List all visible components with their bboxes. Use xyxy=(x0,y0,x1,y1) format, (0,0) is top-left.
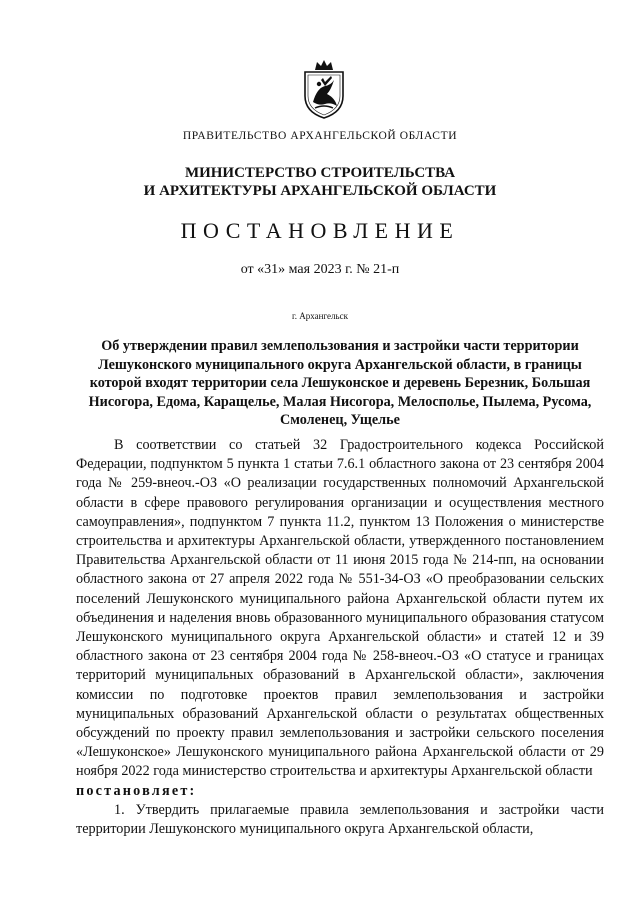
document-type-heading: ПОСТАНОВЛЕНИЕ xyxy=(180,218,460,243)
ministry-name xyxy=(0,164,640,200)
government-name: ПРАВИТЕЛЬСТВО АРХАНГЕЛЬСКОЙ ОБЛАСТИ xyxy=(182,130,458,142)
ministry-line-2: И АРХИТЕКТУРЫ АРХАНГЕЛЬСКОЙ ОБЛАСТИ xyxy=(143,183,497,199)
document-title: Об утверждении правил землепользования и застройки части территории Лешуконского муниципального округа Архангельской области, в границы которой входят территории села Лешуконское и деревень Березник, Большая Нисогора, Едома, Каращелье, Малая Нисогора, Мелосполье, Пылема, Русома, Смоленец, Ущелье xyxy=(88,338,592,428)
document-body xyxy=(76,436,604,839)
order-word: постановляет: xyxy=(76,782,197,799)
coat-of-arms-emblem xyxy=(301,58,347,120)
preamble-text: В соответствии со статьей 32 Градостроительного кодекса Российской Федерации, подпунктом 5 пункта 1 статьи 7.6.1 областного закона от 23 сентября 2004 года № 259-внеоч.-ОЗ «О реализации государственных полномочий Архангельской области в сфере правового регулирования организации и осуществления местного самоуправления», подпунктом 7 пункта 11.2, пунктом 13 Положения о министерстве строительства и архитектуры Архангельской области, утвержденного постановлением Правительства Архангельской области от 11 июня 2015 года № 214-пп, на основании областного закона от 27 апреля 2022 года № 551-34-ОЗ «О преобразовании сельских поселений Лешуконского муниципального района Архангельской области путем их объединения и наделения вновь образованного муниципального образования статусом Лешуконского муниципального округа Архангельской области» и статей 12 и 39 областного закона от 23 сентября 2004 года № 258-внеоч.-ОЗ «О статусе и границах территорий муниципальных образований в Архангельской области», заключения комиссии по подготовке проектов правил землепользования и застройки муниципальных образований Архангельской области о результатах общественных обсуждений по проекту правил землепользования и застройки сельского поселения «Лешуконское» Лешуконского муниципального района Архангельской области от 29 ноября 2022 года министерство строительства и архитектуры Архангельской области xyxy=(76,437,604,780)
document-date-number: от «31» мая 2023 г. № 21-п xyxy=(240,262,400,277)
ministry-line-1: МИНИСТЕРСТВО СТРОИТЕЛЬСТВА xyxy=(184,165,456,181)
preamble-paragraph xyxy=(76,436,604,782)
item-1-paragraph: 1. Утвердить прилагаемые правила землепользования и застройки части территории Лешуконского муниципального округа Архангельской области, xyxy=(76,801,604,838)
document-city: г. Архангельск xyxy=(292,311,348,321)
